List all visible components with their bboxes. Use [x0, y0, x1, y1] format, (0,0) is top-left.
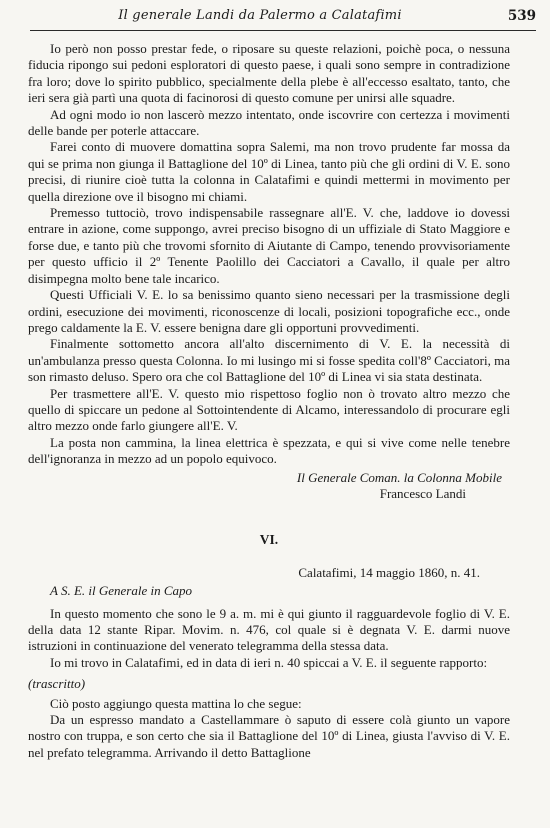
signature-title: Il Generale Coman. la Colonna Mobile	[296, 469, 502, 485]
paragraph: Questi Ufficiali V. E. lo sa benissimo quanto sieno necessari per la trasmissione degli ordini, esecuzione dei movimenti, riconoscenze di locali, posizioni topografiche ecc., onde prego caldamente la E. V. essere benigna dare gli opportuni provvedimenti.	[28, 287, 510, 335]
running-title: Il generale Landi da Palermo a Calatafimi	[118, 8, 402, 23]
paragraph: Finalmente sottometto ancora all'alto discernimento di V. E. la necessità di un'ambulanza presso questa Colonna. Io mi lusingo mi si fosse spedita coll'8º Cacciatori, ma son rimasto deluso. Spero ora che col Battaglione del 10º di Linea vi sia stata destinata.	[28, 336, 510, 385]
signature-block	[28, 470, 510, 503]
document-body	[28, 41, 510, 761]
paragraph: Ad ogni modo io non lascerò mezzo intentato, onde iscovrire con certezza i movimenti delle bande per poterle attaccare.	[28, 106, 510, 139]
date-line: Calatafimi, 14 maggio 1860, n. 41.	[298, 564, 480, 580]
paragraph: In questo momento che sono le 9 a. m. mi è qui giunto il ragguardevole foglio di V. E. della data 12 stante Ripar. Movim. n. 476, col quale si è degnata V. E. darmi nuove istruzioni in continuazione del venerato telegramma della stessa data.	[28, 605, 510, 654]
page-number: 539	[507, 8, 536, 24]
paragraph: Premesso tuttociò, trovo indispensabile rassegnare all'E. V. che, laddove io dovessi entrare in azione, come suppongo, avrei preciso bisogno di un uffiziale di Stato Maggiore e forse due, e tanto più che trovomi sfornito di Aiutante di Campo, tenendo provvisoriamente per questo ufficio il 2º Tenente Paolillo dei Cacciatori a Cavallo, il quale per altro disimpegna molto bene tale incarico.	[28, 205, 510, 286]
addressee: A S. E. il Generale in Capo	[50, 583, 193, 599]
transcribed-note: (trascritto)	[28, 676, 86, 692]
paragraph: Io mi trovo in Calatafimi, ed in data di ieri n. 40 spiccai a V. E. il seguente rapporto:	[50, 654, 488, 670]
paragraph: Io però non posso prestar fede, o riposare su queste relazioni, poichè poca, o nessuna fiducia ripongo sui pedoni esploratori di questo paese, i quali sono sempre in contradizione fra loro; dove lo spirito pubblico, specialmente della plebe è all'eccesso esaltato, tanto, che ieri sera già partì una quota di facinorosi di questo comune per unirsi alle squadre.	[28, 41, 510, 106]
paragraph: La posta non cammina, la linea elettrica è spezzata, e qui si vive come nelle tenebre dell'ignoranza in mezzo ad un popolo equivoco.	[28, 434, 510, 467]
page-header	[30, 6, 536, 31]
paragraph: Per trasmettere all'E. V. questo mio rispettoso foglio non ò trovato altro mezzo che quello di spiccare un pedone al Sottointendente di Alcamo, interessandolo di procurare egli altro mezzo onde farlo giungere all'E. V.	[28, 385, 510, 434]
paragraph: Farei conto di muovere domattina sopra Salemi, ma non trovo prudente far mossa da qui se prima non giunga il Battaglione del 10º di Linea, tanto più che gli ordini di V. E. sono precisi, di riunire cioè tutta la colonna in Calatafimi e quindi mettermi in movimento per quella direzione ove il bisogno mi chiami.	[28, 139, 510, 204]
paragraph: Da un espresso mandato a Castellammare ò saputo di essere colà giunto un vapore nostro con truppa, e son certo che sia il Battaglione del 10º di Linea, giusta l'avviso di V. E. nel prefato telegramma. Arrivando il detto Battaglione	[28, 712, 510, 760]
section-number: VI.	[259, 532, 279, 548]
paragraph: Ciò posto aggiungo questa mattina lo che segue:	[50, 695, 302, 711]
signature-name: Francesco Landi	[379, 485, 466, 501]
